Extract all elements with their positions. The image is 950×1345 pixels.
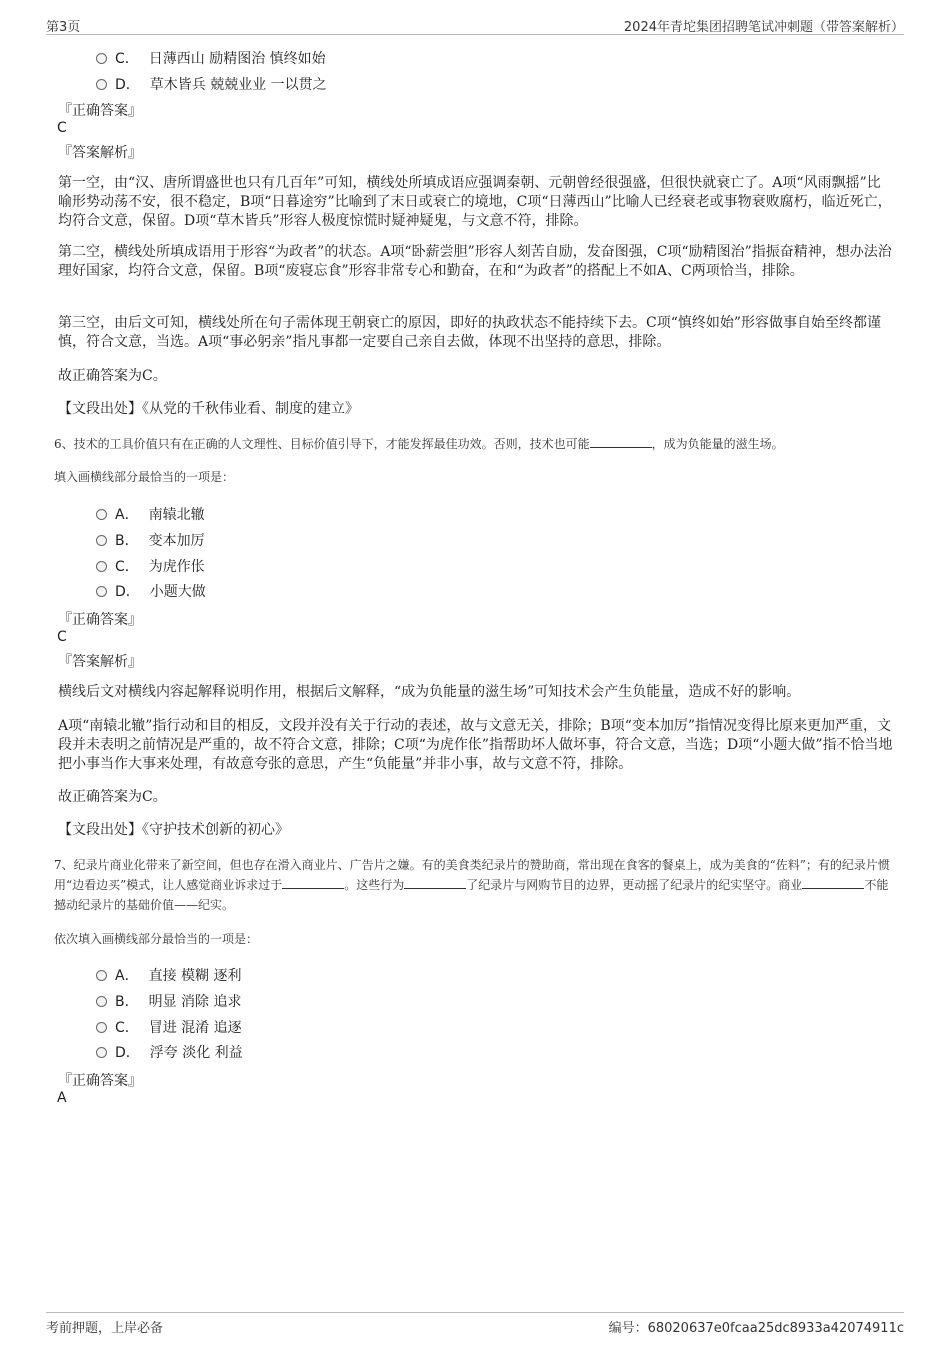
question-stem: 6、技术的工具价值只有在正确的人文理性、目标价值引导下，才能发挥最佳功效。否则，技术也可能 ，成为负能量的滋生场。 [54, 437, 784, 451]
radio-icon[interactable] [96, 535, 107, 546]
source-citation: 【文段出处】《守护技术创新的初心》 [58, 822, 289, 838]
blank-line [590, 435, 652, 448]
question-prompt: 依次填入画横线部分最恰当的一项是： [54, 932, 259, 946]
page-footer [46, 1312, 904, 1337]
option-c[interactable]: C． 日薄西山 励精图治 慎终如始 [96, 48, 326, 68]
page-number: 第3页 [46, 20, 81, 35]
blank-line [404, 876, 466, 889]
option-b[interactable]: B． 明显 消除 追求 [96, 991, 242, 1011]
radio-icon[interactable] [96, 561, 107, 572]
option-d[interactable]: D． 草木皆兵 兢兢业业 一以贯之 [96, 74, 327, 94]
option-d[interactable]: D． 小题大做 [96, 581, 206, 601]
answer-value: C [57, 120, 67, 136]
option-c[interactable]: C． 为虎作伥 [96, 556, 205, 576]
question-stem: 7、纪录片商业化带来了新空间，但也存在滑入商业片、广告片之嫌。有的美食类纪录片的赞助商，常出现在食客的餐桌上，成为美食的“佐料”；有的纪录片惯用“边看边买”模式，让人感觉商业诉求过于 。这些行为 了纪录片与网购节目的边界，更动摇了纪录片的纪实坚守。商业 不能撼动纪录片的基础价值——纪实。 [54, 858, 890, 912]
radio-icon[interactable] [96, 1047, 107, 1058]
radio-icon[interactable] [96, 509, 107, 520]
analysis-label: 『答案解析』 [58, 145, 142, 161]
answer-value: A [57, 1090, 67, 1106]
answer-value: C [57, 629, 67, 645]
blank-line [282, 876, 344, 889]
option-a[interactable]: A． 直接 模糊 逐利 [96, 965, 241, 985]
radio-icon[interactable] [96, 53, 107, 64]
option-c[interactable]: C． 冒进 混淆 追逐 [96, 1017, 242, 1037]
option-a[interactable]: A． 南辕北辙 [96, 504, 205, 524]
analysis-paragraph: A项“南辕北辙”指行动和目的相反，文段并没有关于行动的表述，故与文意无关，排除；B项“变本加厉”指情况变得比原来更加严重，文段并未表明之前情况是严重的，故不符合文意，排除；C项“为虎作伥”指帮助坏人做坏事，符合文意，当选；D项“小题大做”指不恰当地把小事当作大事来处理，有故意夸张的意思，产生“负能量”并非小事，故与文意不符，排除。 [58, 718, 893, 772]
radio-icon[interactable] [96, 970, 107, 981]
radio-icon[interactable] [96, 79, 107, 90]
answer-label: 『正确答案』 [58, 612, 142, 628]
page-header [46, 14, 904, 35]
option-d[interactable]: D． 浮夸 淡化 利益 [96, 1042, 243, 1062]
analysis-conclusion: 故正确答案为C。 [58, 789, 167, 805]
footer-slogan: 考前押题，上岸必备 [46, 1321, 164, 1336]
blank-line [802, 876, 864, 889]
question-prompt: 填入画横线部分最恰当的一项是： [54, 470, 235, 484]
analysis-label: 『答案解析』 [58, 654, 142, 670]
radio-icon[interactable] [96, 586, 107, 597]
radio-icon[interactable] [96, 996, 107, 1007]
source-citation: 【文段出处】《从党的千秋伟业看、制度的建立》 [58, 401, 359, 417]
document-id: 编号：68020637e0fcaa25dc8933a42074911c [608, 1321, 904, 1336]
analysis-paragraph: 第二空，横线处所填成语用于形容“为政者”的状态。A项“卧薪尝胆”形容人刻苦自励，发奋图强，C项“励精图治”指振奋精神，想办法治理好国家，均符合文意，保留。B项“废寝忘食”形容非常专心和勤奋，在和“为政者”的搭配上不如A、C两项恰当，排除。 [58, 244, 892, 279]
radio-icon[interactable] [96, 1022, 107, 1033]
analysis-paragraph: 横线后文对横线内容起解释说明作用，根据后文解释，“成为负能量的滋生场”可知技术会产生负能量，造成不好的影响。 [58, 684, 801, 700]
document-title: 2024年青坨集团招聘笔试冲刺题（带答案解析） [623, 20, 904, 35]
option-b[interactable]: B． 变本加厉 [96, 530, 205, 550]
analysis-paragraph: 第一空，由“汉、唐所谓盛世也只有几百年”可知，横线处所填成语应强调秦朝、元朝曾经很强盛，但很快就衰亡了。A项“风雨飘摇”比喻形势动荡不安，很不稳定，B项“日暮途穷”比喻到了末日或衰亡的境地，C项“日薄西山”比喻人已经衰老或事物衰败腐朽，临近死亡，均符合文意，保留。D项“草木皆兵”形容人极度惊慌时疑神疑鬼，与文意不符，排除。 [58, 175, 892, 229]
analysis-conclusion: 故正确答案为C。 [58, 368, 167, 384]
answer-label: 『正确答案』 [58, 103, 142, 119]
answer-label: 『正确答案』 [58, 1073, 142, 1089]
analysis-paragraph: 第三空，由后文可知，横线处所在句子需体现王朝衰亡的原因，即好的执政状态不能持续下去。C项“慎终如始”形容做事自始至终都谨慎，符合文意，当选。A项“事必躬亲”指凡事都一定要自己亲自去做，体现不出坚持的意思，排除。 [58, 315, 882, 350]
